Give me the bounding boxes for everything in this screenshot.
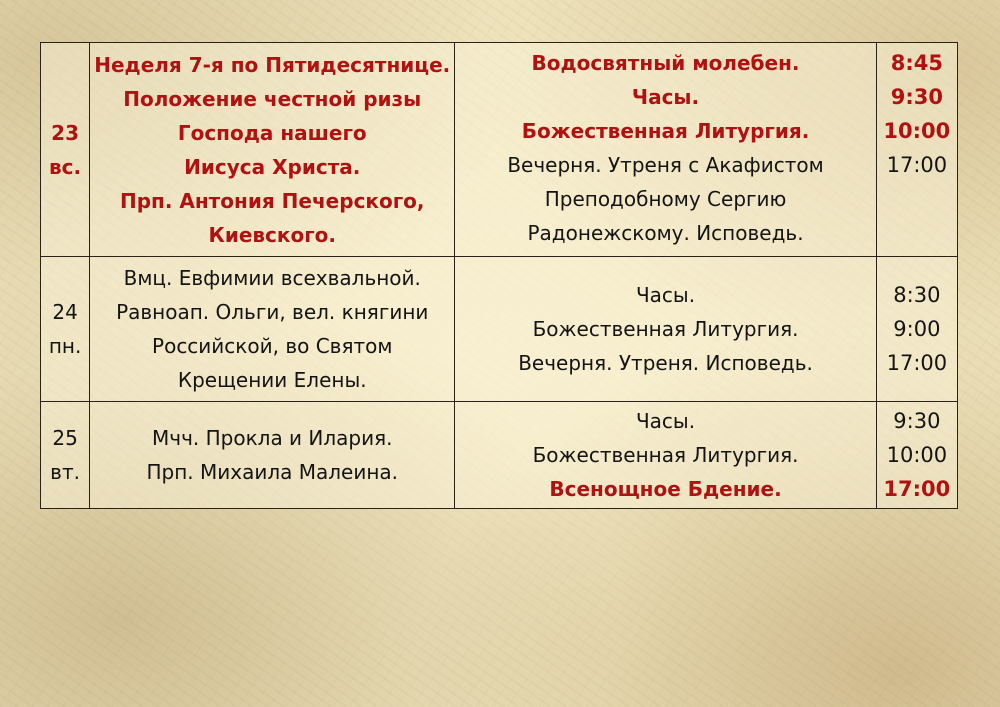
- service-time: 9:00: [893, 317, 941, 341]
- feast-line: Киевского.: [208, 222, 337, 247]
- date-weekday: пн.: [48, 334, 82, 358]
- service-cell: [455, 257, 876, 402]
- feast-line: Неделя 7-я по Пятидесятнице.: [94, 52, 451, 77]
- service-line: Часы.: [635, 409, 696, 433]
- date-day: 23: [51, 120, 79, 145]
- date-cell: [41, 257, 90, 402]
- service-time: 10:00: [886, 443, 948, 467]
- service-time: 9:30: [893, 409, 941, 433]
- feast-line: Прп. Антония Печерского,: [119, 188, 425, 213]
- date-day: 25: [52, 426, 78, 450]
- service-time: 17:00: [886, 351, 948, 375]
- date-cell: [41, 43, 90, 257]
- table-row: [41, 43, 958, 257]
- time-cell: [876, 43, 957, 257]
- service-time: 10:00: [883, 119, 951, 143]
- date-weekday: вс.: [49, 154, 82, 179]
- service-cell: [455, 43, 876, 257]
- service-time: 17:00: [886, 153, 948, 177]
- date-cell: [41, 402, 90, 509]
- service-cell: [455, 402, 876, 509]
- service-line: Божественная Литургия.: [532, 443, 799, 467]
- time-cell: [876, 257, 957, 402]
- feast-line: Равноап. Ольги, вел. княгини: [116, 300, 429, 324]
- service-line: Божественная Литургия.: [532, 317, 799, 341]
- date-day: 24: [52, 300, 78, 324]
- service-line: Преподобному Сергию: [544, 187, 787, 211]
- service-time: 17:00: [883, 477, 951, 501]
- feast-line: Мчч. Прокла и Илария.: [152, 426, 393, 450]
- feast-line: Крещении Елены.: [177, 368, 367, 392]
- service-line: Радонежскому. Исповедь.: [527, 221, 804, 245]
- service-line: Часы.: [631, 85, 700, 109]
- feast-line: Господа нашего: [177, 120, 367, 145]
- feast-line: Прп. Михаила Малеина.: [146, 460, 399, 484]
- feast-line: Положение честной ризы: [123, 86, 422, 111]
- table-row: [41, 257, 958, 402]
- service-time: 8:30: [893, 283, 941, 307]
- service-line: Всенощное Бдение.: [549, 477, 782, 501]
- service-line: Вечерня. Утреня. Исповедь.: [518, 351, 813, 375]
- feast-line: Вмц. Евфимии всехвальной.: [123, 266, 421, 290]
- feast-cell: [90, 43, 455, 257]
- feast-line: Иисуса Христа.: [184, 154, 361, 179]
- service-time: 9:30: [890, 85, 943, 109]
- schedule-table: [40, 42, 958, 509]
- time-cell: [876, 402, 957, 509]
- table-row: [41, 402, 958, 509]
- feast-cell: [90, 402, 455, 509]
- service-line: Божественная Литургия.: [521, 119, 810, 143]
- service-line: Вечерня. Утреня с Акафистом: [507, 153, 824, 177]
- service-time: 8:45: [890, 51, 943, 75]
- service-line: Часы.: [635, 283, 696, 307]
- feast-line: Российской, во Святом: [152, 334, 393, 358]
- date-weekday: вт.: [50, 460, 80, 484]
- feast-cell: [90, 257, 455, 402]
- service-line: Водосвятный молебен.: [531, 51, 800, 75]
